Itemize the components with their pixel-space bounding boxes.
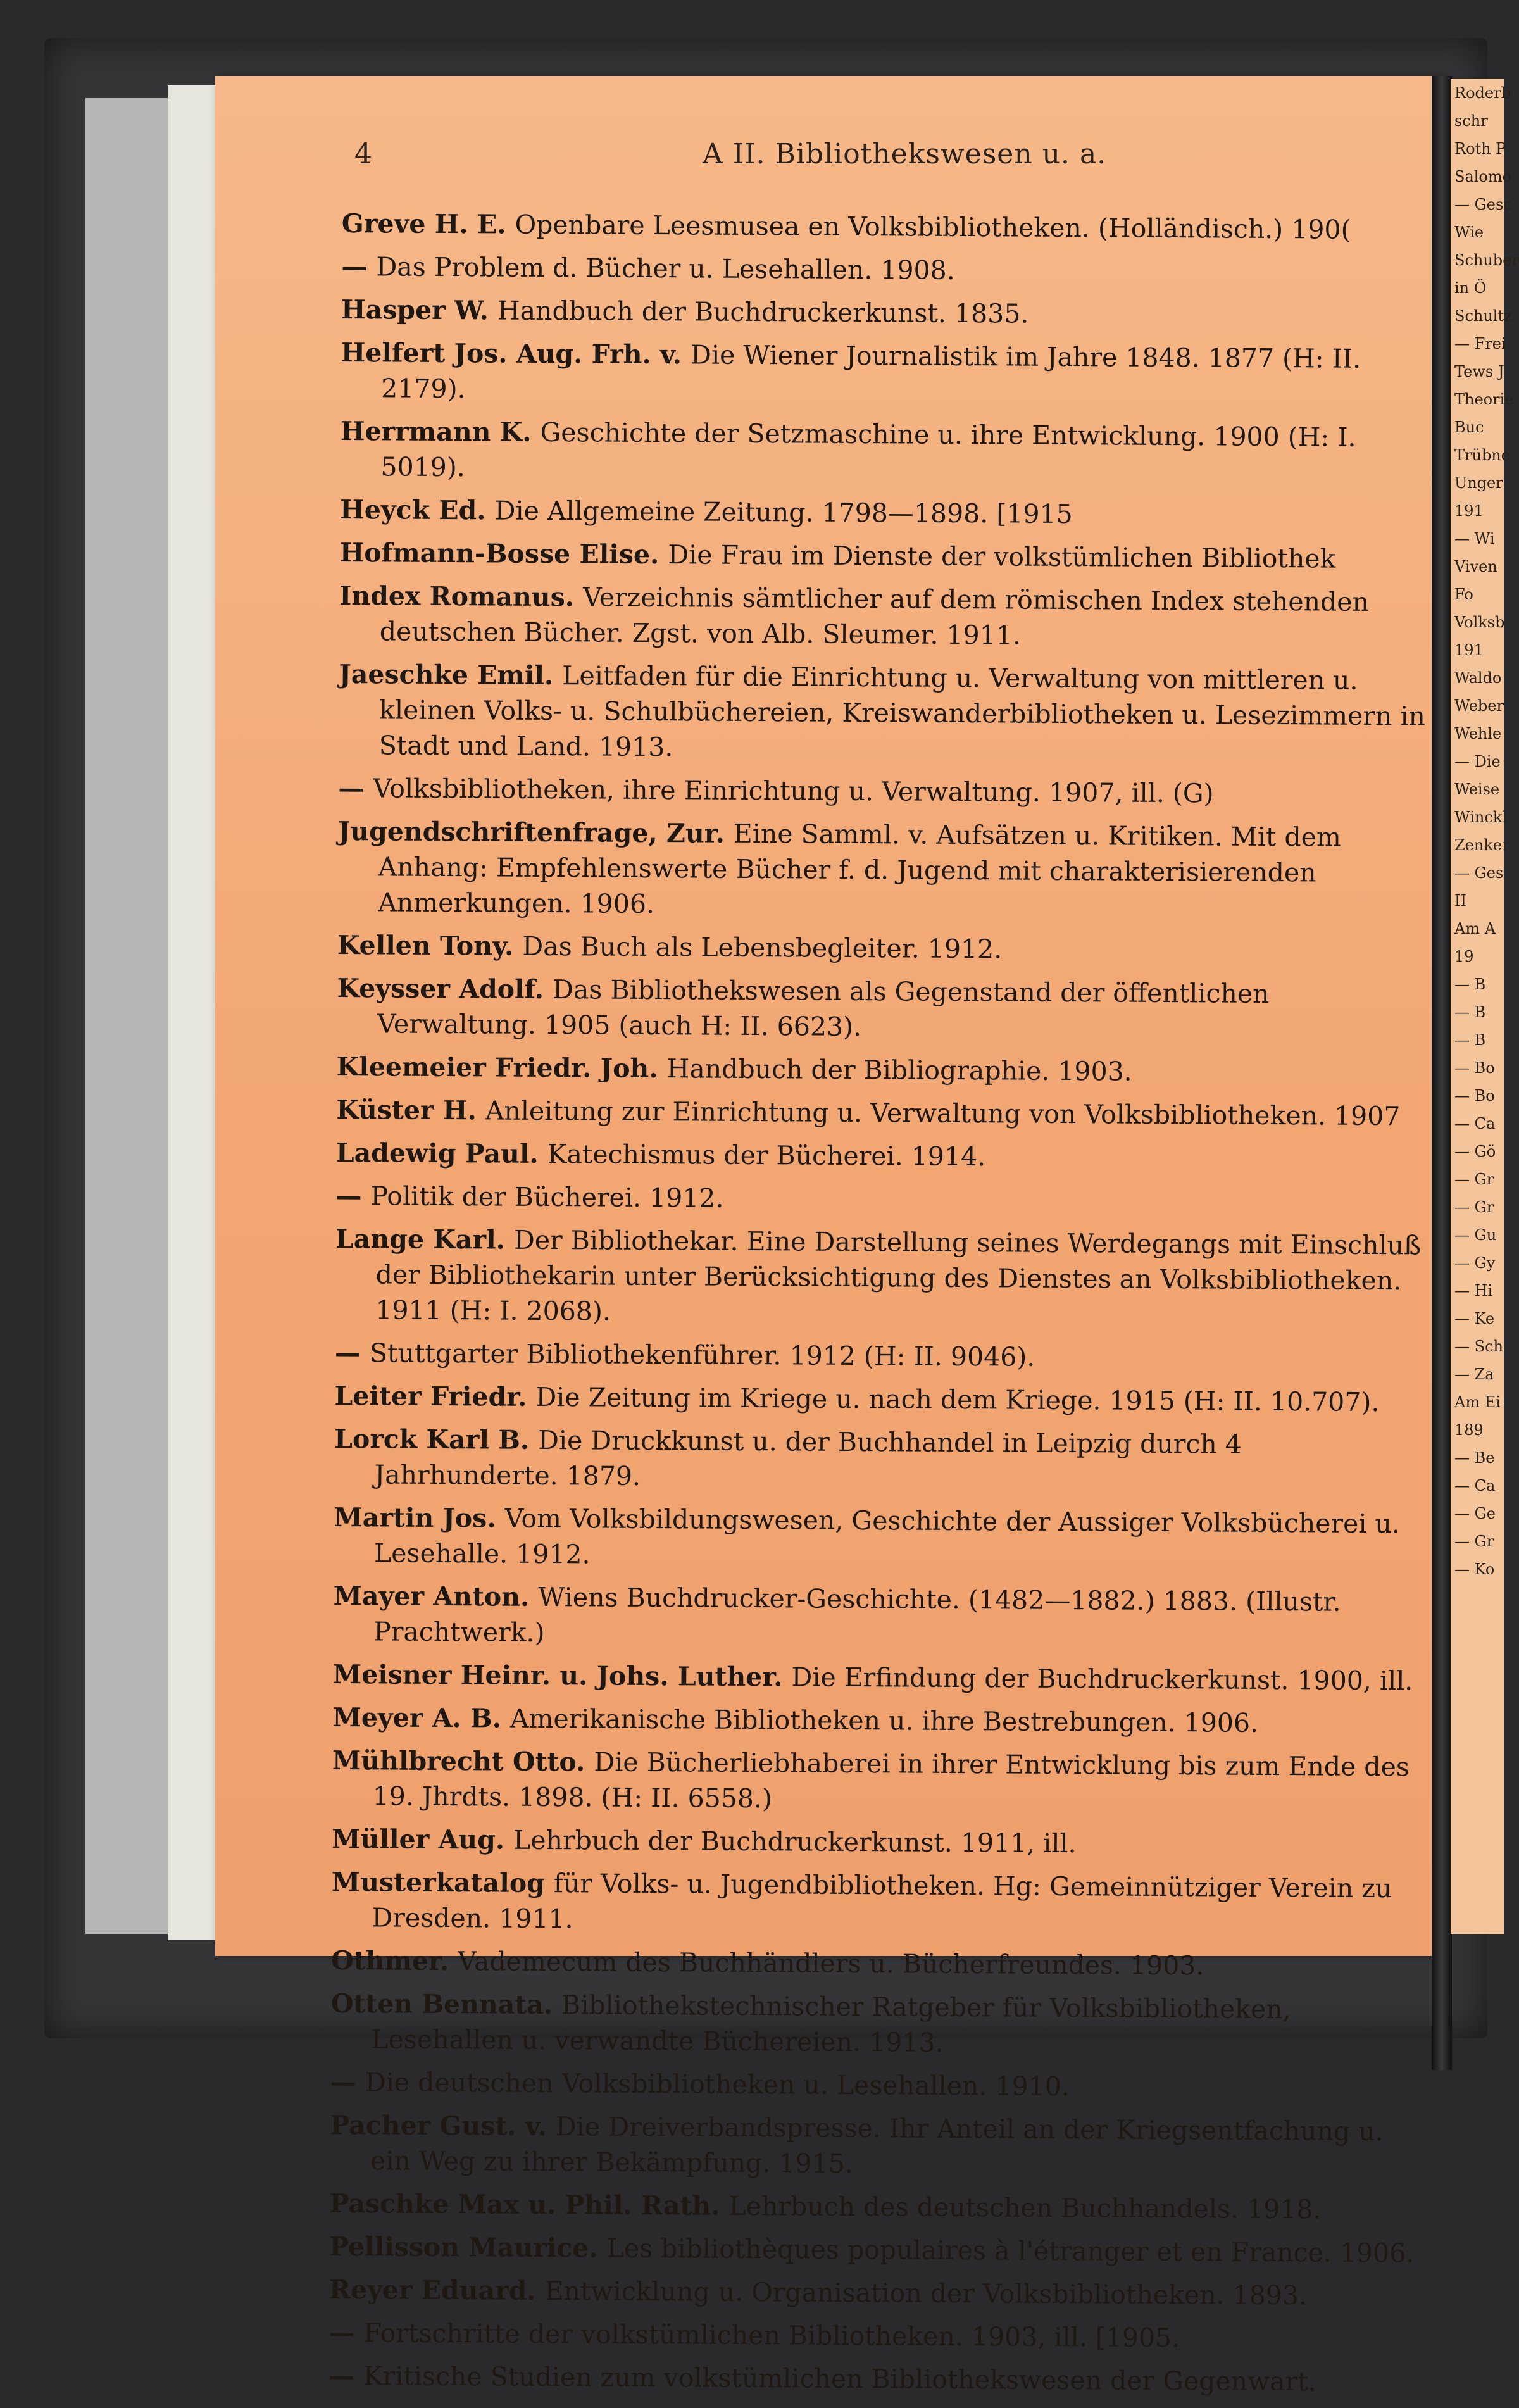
adjacent-page-fragment: — Gö (1454, 1143, 1496, 1160)
entry-text: Die Druckkunst u. der Buchhandel in Leipzig durch 4 Jahrhunderte. 1879. (374, 1424, 1242, 1491)
adjacent-page-fragment: 191 (1454, 641, 1484, 659)
entry-author: Hasper W. (341, 294, 489, 326)
entry-text: Die Dreiverbandspresse. Ihr Anteil an der Kriegsentfachung u. ein Weg zu ihrer Bekämpfung. 1915. (370, 2111, 1384, 2179)
bibliography-entry (333, 1657, 1428, 1699)
entry-author: — (330, 2066, 357, 2098)
entry-author: — (338, 772, 365, 804)
adjacent-page-fragment: 191 (1454, 502, 1484, 520)
adjacent-page-fragment: Volksb (1454, 613, 1505, 631)
entry-author: Lange Karl. (335, 1223, 506, 1255)
adjacent-page-fragment: Tews J (1454, 363, 1504, 380)
entry-text: für Volks- u. Jugendbibliotheken. Hg: Gemeinnütziger Verein zu Dresden. 1911. (372, 1868, 1392, 1935)
adjacent-page-fragment: — Ko (1454, 1560, 1495, 1578)
adjacent-page-fragment: 19 (1454, 948, 1474, 965)
bibliography-entry (336, 1135, 1431, 1177)
adjacent-page-fragment: — Sch (1454, 1338, 1503, 1355)
bibliography-entry (328, 2315, 1423, 2357)
adjacent-page-fragment: — Bo (1454, 1059, 1495, 1077)
book-gutter (1432, 76, 1452, 2070)
entry-text: Die deutschen Volksbibliotheken u. Lesehallen. 1910. (365, 2067, 1070, 2102)
entry-text: Handbuch der Bibliographie. 1903. (666, 1053, 1132, 1087)
adjacent-page-fragment: — Gu (1454, 1226, 1497, 1244)
adjacent-page-fragment: Buc (1454, 418, 1484, 436)
entry-text: Die Allgemeine Zeitung. 1798—1898. [1915 (494, 495, 1073, 530)
bibliography-entry (334, 1500, 1429, 1577)
adjacent-page-fragment: — Gr (1454, 1198, 1494, 1216)
bibliography-entry (329, 2272, 1424, 2314)
entry-text: Vademecum des Buchhändlers u. Bücherfreundes. 1903. (457, 1946, 1204, 1981)
page-header (354, 138, 1430, 176)
entry-author: Otten Bennata. (330, 1988, 553, 2021)
entry-author: Mühlbrecht Otto. (332, 1745, 585, 1778)
entry-author: Index Romanus. (339, 580, 575, 613)
entry-author: — (335, 1180, 362, 1212)
adjacent-page-fragment: Unger (1454, 474, 1503, 492)
adjacent-page-fragment: — Bo (1454, 1087, 1495, 1105)
bibliography-entry (331, 1943, 1426, 1985)
adjacent-page-fragment: — Be (1454, 1449, 1495, 1467)
adjacent-page-fragment: — Ge (1454, 1505, 1496, 1522)
bibliography-entry (341, 335, 1436, 413)
adjacent-page-fragment: Wie (1454, 223, 1484, 241)
entry-author: Musterkatalog (331, 1866, 545, 1899)
bibliography-entry (339, 578, 1435, 656)
entry-author: Reyer Eduard. (328, 2274, 536, 2306)
entry-text: Stuttgarter Bibliothekenführer. 1912 (H: II. 9046). (369, 1338, 1035, 1372)
entry-author: — (328, 2360, 355, 2392)
bibliography-entry (334, 1378, 1429, 1420)
entry-text: Die Wiener Journalistik im Jahre 1848. 1877 (H: II. 2179). (381, 339, 1361, 404)
entry-text: Vom Volksbildungswesen, Geschichte der Aussiger Volksbücherei u. Lesehalle. 1912. (373, 1503, 1401, 1570)
entry-text: Die Zeitung im Kriege u. nach dem Kriege. 1915 (H: II. 10.707). (535, 1381, 1380, 1418)
entry-author: Keysser Adolf. (337, 972, 544, 1005)
entry-author: Helfert Jos. Aug. Frh. v. (341, 337, 682, 370)
bibliography-entry (333, 1578, 1428, 1656)
bibliography-entry (335, 1221, 1430, 1334)
entry-author: Müller Aug. (332, 1823, 505, 1855)
bibliography-entry (339, 535, 1434, 577)
adjacent-page-fragment: — B (1454, 1031, 1486, 1049)
entry-author: Othmer. (330, 1945, 449, 1977)
bibliography-entry (332, 1700, 1427, 1742)
adjacent-page-fragment: Trübne (1454, 446, 1510, 464)
adjacent-page-fragment: — Gr (1454, 1170, 1494, 1188)
bibliography-entry (331, 1864, 1427, 1942)
bibliography-entry (330, 1986, 1426, 2064)
adjacent-page-fragment: — Gesc (1454, 196, 1512, 213)
running-title: A II. Bibliothekswesen u. a. (703, 138, 1107, 170)
bibliography-entry (339, 656, 1434, 770)
entry-text: Eine Samml. v. Aufsätzen u. Kritiken. Mit dem Anhang: Empfehlenswerte Bücher f. d. Jugend mit charakterisierenden Anmerkungen. 1906. (378, 818, 1341, 920)
adjacent-page-fragment: — Gr (1454, 1533, 1494, 1550)
entry-author: Hofmann-Bosse Elise. (339, 537, 659, 570)
entry-text: Volksbibliotheken, ihre Einrichtung u. Verwaltung. 1907, ill. (G) (373, 773, 1214, 809)
entry-author: — (334, 1337, 361, 1369)
adjacent-page-fragment: — Die (1454, 753, 1501, 770)
entry-author: Pellisson Maurice. (329, 2231, 598, 2264)
entry-text: Verzeichnis sämtlicher auf dem römischen Index stehenden deutschen Bücher. Zgst. von Alb. Sleumer. 1911. (379, 582, 1370, 651)
bibliography-entry (330, 2064, 1425, 2107)
bibliography-entry (340, 492, 1435, 534)
entry-author: Herrmann K. (340, 415, 532, 448)
entry-text: Openbare Leesmusea en Volksbibliotheken. (Holländisch.) 190( (515, 209, 1351, 245)
entry-text: Kritische Studien zum volkstümlichen Bibliothekswesen der Gegenwart. (363, 2361, 1316, 2397)
adjacent-page-fragment: — Wi (1454, 530, 1495, 548)
adjacent-page-fragment: in Ö (1454, 279, 1487, 297)
adjacent-page-fragment: II (1454, 892, 1466, 910)
entry-text: Politik der Bücherei. 1912. (370, 1181, 724, 1213)
adjacent-page-fragment: Waldo (1454, 669, 1502, 687)
entry-author: — (341, 251, 368, 282)
entry-author: Jugendschriftenfrage, Zur. (337, 815, 725, 849)
adjacent-page-fragment: Weber (1454, 697, 1504, 715)
entry-text: Das Bibliothekswesen als Gegenstand der öffentlichen Verwaltung. 1905 (auch H: II. 6623). (377, 974, 1270, 1043)
bibliography-entry (328, 2358, 1423, 2400)
page-number: 4 (354, 138, 373, 170)
entry-text: Lehrbuch des deutschen Buchhandels. 1918. (728, 2190, 1322, 2225)
entry-text: Handbuch der Buchdruckerkunst. 1835. (497, 295, 1029, 329)
entry-text: Die Frau im Dienste der volkstümlichen Bibliothek (668, 539, 1336, 574)
bibliography-entry (337, 1049, 1432, 1091)
entry-text: Amerikanische Bibliotheken u. ihre Bestrebungen. 1906. (509, 1703, 1259, 1738)
adjacent-page-fragment: Salomo (1454, 168, 1512, 185)
bibliography-entry (341, 249, 1436, 291)
entry-author: Leiter Friedr. (334, 1380, 527, 1412)
adjacent-page-fragment: Schuber (1454, 251, 1519, 269)
bibliography-entry (336, 1092, 1431, 1134)
entry-text: Leitfaden für die Einrichtung u. Verwaltung von mittleren u. kleinen Volks- u. Schulbüchereien, Kreiswanderbibliotheken u. Lesezimmern in Stadt und Land. 1913. (378, 660, 1426, 763)
entry-text: Der Bibliothekar. Eine Darstellung seines Werdegangs mit Einschluß der Bibliothekarin unter Berücksichtigung des Dienstes an Volksbibliotheken. 1911 (H: I. 2068). (375, 1224, 1422, 1327)
entry-text: Das Problem d. Bücher u. Lesehallen. 1908. (376, 251, 955, 285)
adjacent-page-fragment: — Ke (1454, 1310, 1495, 1327)
bibliography-entry (342, 206, 1437, 248)
adjacent-page-fragment: Zenker (1454, 836, 1510, 854)
adjacent-page-fragment: — B (1454, 1003, 1486, 1021)
bibliography-entry (337, 927, 1432, 970)
adjacent-page-fragment: Theorie (1454, 391, 1514, 408)
adjacent-page-fragment: — Ca (1454, 1477, 1496, 1495)
adjacent-page-fragment: Winckl (1454, 808, 1508, 826)
entry-author: Heyck Ed. (339, 494, 486, 526)
adjacent-page-fragment: schr (1454, 112, 1488, 130)
entry-text: Entwicklung u. Organisation der Volksbibliotheken. 1893. (544, 2276, 1308, 2311)
entry-author: Jaeschke Emil. (339, 658, 554, 691)
entry-author: Meyer A. B. (332, 1702, 502, 1734)
entry-author: Meisner Heinr. u. Johs. Luther. (332, 1659, 783, 1693)
entry-text: Das Buch als Lebensbegleiter. 1912. (522, 931, 1003, 965)
entry-text: Wiens Buchdrucker-Geschichte. (1482—1882.) 1883. (Illustr. Prachtwerk.) (373, 1581, 1341, 1648)
entry-author: Greve H. E. (341, 208, 506, 240)
entry-text: Katechismus der Bücherei. 1914. (547, 1139, 986, 1172)
adjacent-page-fragment: Schultz (1454, 307, 1512, 325)
entry-text: Die Bücherliebhaberei in ihrer Entwicklung bis zum Ende des 19. Jhrdts. 1898. (H: II. 6558.) (372, 1746, 1410, 1814)
adjacent-page-fragment: Weise (1454, 781, 1500, 798)
bibliography-list (328, 206, 1437, 2408)
entry-text: Lehrbuch der Buchdruckerkunst. 1911, ill. (513, 1824, 1077, 1859)
bibliography-entry (334, 1421, 1430, 1499)
adjacent-page-fragment: — B (1454, 975, 1486, 993)
adjacent-page-fragment: Roderb (1454, 84, 1511, 102)
adjacent-page-fragment: Am A (1454, 920, 1496, 937)
entry-author: Martin Jos. (334, 1502, 496, 1534)
entry-author: Mayer Anton. (333, 1580, 530, 1612)
entry-author: — (328, 2317, 355, 2348)
entry-author: Pacher Gust. v. (330, 2109, 547, 2142)
bibliography-entry (330, 2107, 1425, 2185)
entry-author: Lorck Karl B. (334, 1423, 530, 1455)
entry-text: Anleitung zur Einrichtung u. Verwaltung von Volksbibliotheken. 1907 (485, 1095, 1401, 1132)
bibliography-entry (335, 1335, 1430, 1377)
adjacent-page-fragment: — Ges (1454, 864, 1504, 882)
bibliography-entry (340, 413, 1435, 491)
entry-author: Paschke Max u. Phil. Rath. (329, 2188, 720, 2221)
adjacent-page-fragment: — Hi (1454, 1282, 1493, 1300)
bibliography-entry (330, 2186, 1425, 2228)
entry-text: Fortschritte der volkstümlichen Bibliotheken. 1903, ill. [1905. (363, 2317, 1180, 2354)
adjacent-page-fragment: — Frei (1454, 335, 1506, 353)
entry-text: Bibliothekstechnischer Ratgeber für Volksbibliotheken, Lesehallen u. verwandte Büchereien. 1913. (371, 1990, 1291, 2058)
adjacent-page-fragment: — Za (1454, 1365, 1494, 1383)
entry-author: Ladewig Paul. (335, 1137, 539, 1169)
bibliography-entry (332, 1743, 1427, 1821)
adjacent-page-edge (1451, 79, 1519, 1934)
adjacent-page-fragment: Wehle (1454, 725, 1502, 743)
entry-author: Kellen Tony. (337, 929, 514, 962)
adjacent-page-fragment: Roth P (1454, 140, 1506, 158)
bibliography-entry (335, 1178, 1430, 1220)
entry-author: Kleemeier Friedr. Joh. (336, 1051, 658, 1084)
adjacent-page-fragment: Am Ei (1454, 1393, 1501, 1411)
adjacent-page-fragment: Viven (1454, 558, 1497, 575)
adjacent-page-fragment: — Ca (1454, 1115, 1496, 1132)
entry-author: Küster H. (336, 1094, 477, 1126)
adjacent-page-fragment: 189 (1454, 1421, 1484, 1439)
entry-text: Geschichte der Setzmaschine u. ihre Entwicklung. 1900 (H: I. 5019). (380, 417, 1356, 483)
bibliography-entry (337, 813, 1433, 927)
bibliography-entry (341, 292, 1436, 334)
bibliography-entry (337, 970, 1432, 1048)
adjacent-page-fragment: — Gy (1454, 1254, 1496, 1272)
bibliography-entry (332, 1821, 1427, 1864)
bibliography-entry (329, 2229, 1424, 2271)
bibliography-entry (338, 770, 1433, 813)
entry-text: Die Erfindung der Buchdruckerkunst. 1900, ill. (791, 1662, 1413, 1696)
adjacent-page-fragment: Fo (1454, 586, 1473, 603)
entry-text: Les bibliothèques populaires à l'étranger et en France. 1906. (606, 2233, 1415, 2269)
